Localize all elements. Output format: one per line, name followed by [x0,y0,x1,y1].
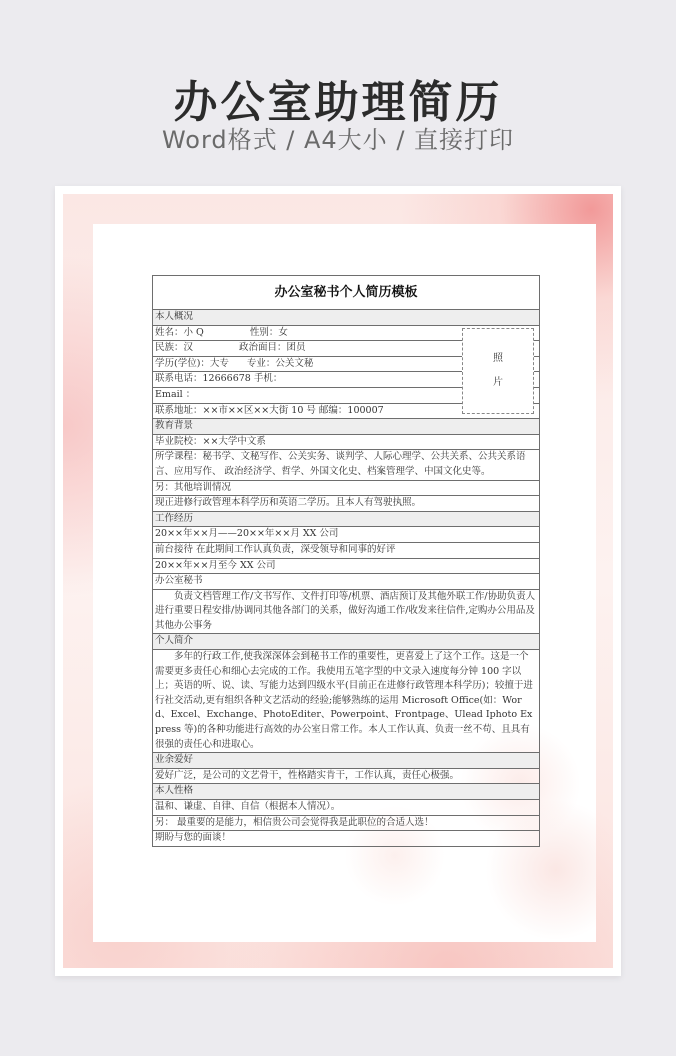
closing-row-1: 另： 最重要的是能力，相信贵公司会觉得我是此职位的合适人选！ [153,816,539,832]
photo-placeholder [462,328,534,414]
resume-paper [93,224,596,942]
closing-row-2: 期盼与您的面谈！ [155,832,232,844]
section-header-education: 教育背景 [153,419,539,435]
job1-row: 20××年××月——20××年××月 XX 公司 [153,527,539,543]
resume-title: 办公室秘书个人简历模板 [153,276,539,310]
name-field: 姓名：小 Q [155,326,204,338]
hobby-row: 爱好广泛，是公司的文艺骨干，性格踏实肯干，工作认真，责任心极强。 [153,769,539,785]
photo-label-1: 照 [493,352,503,364]
section-header-character: 本人性格 [153,784,539,800]
resume-table [152,275,540,847]
job2-row: 20××年××月至今 XX 公司 [153,559,539,575]
school-row: 毕业院校：××大学中文系 [153,435,539,451]
intro-row: 多年的行政工作,使我深深体会到秘书工作的重要性，更喜爱上了这个工作。这是一个需要更多责任心和细心去完成的工作。我使用五笔字型的中文录入速度每分钟 100 字以上；英语的听、说、读、写能力达到四级水平(目前正在进修行政管理本科学历)；较擅于进行社交活动,更有组织各种文艺活动的经验;能够熟练的运用 Microsoft Office(如：Word、Excel、Exchange、PhotoEditer、Powerpoint、Frontpage、Ulead Iphoto Express 等)的各种功能进行高效的办公室日常工作。本人工作认真、负责一丝不苟、且具有很强的责任心和进取心。 [153,650,539,753]
address-row: 联系地址：××市××区××大街 10 号 邮编：100007 [153,404,539,420]
courses-row: 所学课程：秘书学、文秘写作、公关实务、谈判学、人际心理学、公共关系、公共关系语言、应用写作、 政治经济学、哲学、外国文化史、档案管理学、中国文化史等。 [153,450,539,480]
job2-title-row: 办公室秘书 [153,574,539,590]
section-header-work: 工作经历 [153,512,539,528]
politics-field: 政治面目：团员 [239,342,306,354]
training-label-row: 另：其他培训情况 [153,481,539,497]
training-row: 现正进修行政管理本科学历和英语二学历。且本人有驾驶执照。 [153,496,539,512]
profile-block [153,326,539,420]
ethnicity-field: 民族：汉 [155,342,194,354]
photo-label-2: 片 [493,376,503,388]
email-row: Email ： [153,388,539,404]
decorative-frame [63,194,613,968]
section-header-hobby: 业余爱好 [153,753,539,769]
gender-field: 性别：女 [249,326,288,338]
page-title: 办公室助理简历 [173,77,503,128]
job1-desc-row: 前台接待 在此期间工作认真负责，深受领导和同事的好评 [153,543,539,559]
section-header-profile: 本人概况 [153,310,539,326]
phone-row: 联系电话：12666678 手机： [153,372,539,388]
page-subtitle: Word格式 / A4大小 / 直接打印 [161,126,515,154]
section-header-intro: 个人简介 [153,634,539,650]
major-field: 专业：公关文秘 [246,357,314,369]
degree-field: 学历(学位)：大专 [155,357,229,369]
character-row: 温和、谦虚、自律、自信（根据本人情况）。 [153,800,539,816]
preview-card [55,186,621,976]
job2-desc-row: 负责文档管理工作/文书写作、文件打印等/机票、酒店预订及其他外联工作/协助负责人进行重要日程安排/协调同其他各部门的关系，做好沟通工作/收发来往信件,定购办公用品及其他办公事务 [153,590,539,635]
